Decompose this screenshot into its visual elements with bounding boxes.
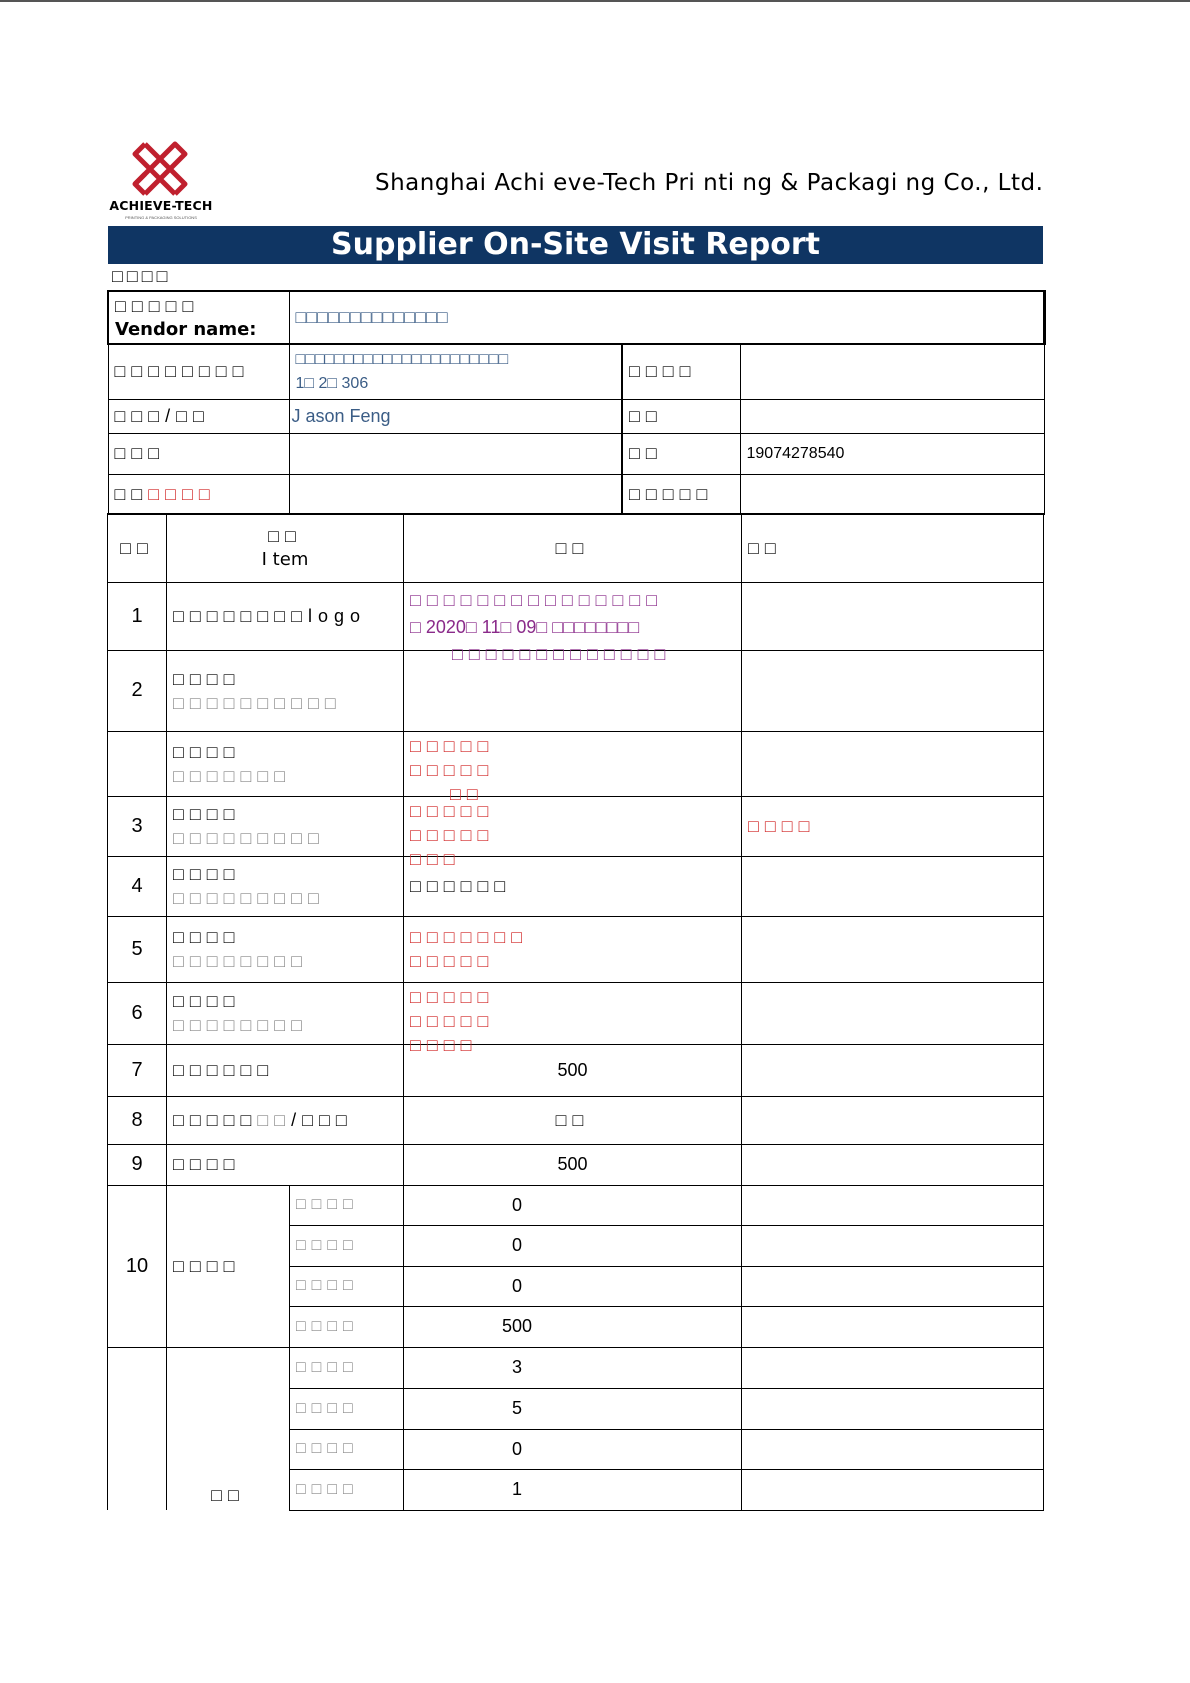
row-no: 2 bbox=[108, 650, 167, 731]
address-value-line1: □□□□□□□□□□□□□□□□□□□□□□ bbox=[295, 350, 509, 368]
row-result-line3: □□ bbox=[450, 783, 484, 804]
table-row bbox=[108, 916, 1044, 982]
row-item-line2: □□□□□□□□□ bbox=[173, 828, 325, 848]
info-value-r5b bbox=[740, 474, 1044, 514]
checklist-table bbox=[107, 513, 1044, 1511]
row-remark bbox=[742, 982, 1044, 1044]
group10-row bbox=[108, 1185, 1044, 1225]
group11-row bbox=[108, 1347, 1044, 1388]
info-value-r2 bbox=[740, 344, 1044, 399]
row-result-line2: □□□□□ bbox=[410, 824, 495, 845]
row-no: 8 bbox=[108, 1096, 167, 1144]
info-label-r5 bbox=[108, 474, 289, 514]
row-item bbox=[167, 856, 404, 916]
row-item-line2: □□□□□□□□ bbox=[173, 951, 308, 971]
row-result-line1: □□□□□ bbox=[410, 735, 495, 756]
checklist-header-row bbox=[108, 514, 1044, 582]
row-item bbox=[167, 796, 404, 856]
group11-sub-value: 0 bbox=[404, 1429, 742, 1469]
info-label-r5-black: □□ bbox=[114, 483, 149, 504]
row-no bbox=[108, 731, 167, 796]
contact-value: J ason Feng bbox=[289, 399, 622, 433]
row-item: □□□□ bbox=[167, 1144, 404, 1185]
info-row-phone bbox=[108, 433, 1044, 474]
header-remark: □□ bbox=[742, 514, 1044, 582]
row-item bbox=[167, 1096, 404, 1144]
vendor-label-cn: □□□□□ bbox=[115, 295, 200, 316]
row-result bbox=[404, 796, 742, 869]
logo-text: ACHIEVE-TECH bbox=[109, 198, 213, 213]
group11-sub-value: 5 bbox=[404, 1388, 742, 1429]
group11-sub-value: 3 bbox=[404, 1347, 742, 1388]
row-result-line1: □□□□□□□□□□□□□□□ bbox=[410, 589, 664, 610]
group11-no bbox=[108, 1347, 167, 1510]
row-result-line3: □□□ bbox=[410, 848, 461, 869]
group10-sub-value: 0 bbox=[404, 1266, 742, 1306]
group10-sub-value: 500 bbox=[404, 1306, 742, 1347]
info-row-vendor bbox=[108, 291, 1044, 344]
info-label-r4: □□□ bbox=[108, 433, 289, 474]
row-no: 3 bbox=[108, 796, 167, 856]
row-remark bbox=[742, 916, 1044, 982]
info-row-address bbox=[108, 344, 1044, 399]
row-result-line1: □□□□□□□ bbox=[410, 927, 529, 947]
logo-knot-icon bbox=[131, 140, 189, 194]
vendor-name-value: □□□□□□□□□□□□□□ bbox=[289, 291, 1044, 344]
row-result: 500 bbox=[404, 1044, 742, 1096]
header-result: □□ bbox=[404, 514, 742, 582]
row-result-line2: □□□□□ bbox=[410, 951, 495, 971]
row-item-line1: □□□□ bbox=[173, 668, 241, 689]
group10-sub-remark bbox=[742, 1266, 1044, 1306]
row-result-line1: □□□□□ bbox=[410, 800, 495, 821]
row-no: 1 bbox=[108, 582, 167, 650]
info-label-r3: □□ bbox=[622, 399, 740, 433]
row-item-part3: /□□□ bbox=[291, 1109, 353, 1130]
table-row bbox=[108, 856, 1044, 916]
row-item-line2: □□□□□□□ bbox=[173, 765, 292, 786]
table-row bbox=[108, 982, 1044, 1044]
address-value-cell bbox=[289, 344, 622, 399]
info-value-r4 bbox=[289, 433, 622, 474]
info-row-contact bbox=[108, 399, 1044, 433]
group11-sub-label: □□□□ bbox=[290, 1429, 404, 1469]
group11-label: □□ bbox=[167, 1347, 290, 1510]
group10-sub-label: □□□□ bbox=[290, 1185, 404, 1225]
company-name: Shanghai Achi eve-Tech Pri nti ng & Packagi ng Co., Ltd. bbox=[375, 170, 1044, 196]
info-label-r2: □□□□ bbox=[622, 344, 740, 399]
group11-sub-remark bbox=[742, 1469, 1044, 1510]
top-border-line bbox=[0, 0, 1190, 2]
group10-label: □□□□ bbox=[167, 1185, 290, 1347]
info-row-5 bbox=[108, 474, 1044, 514]
group10-no: 10 bbox=[108, 1185, 167, 1347]
row-item-line1: □□□□ bbox=[173, 864, 241, 884]
row-item-line1: □□□□ bbox=[173, 927, 241, 947]
row-remark bbox=[742, 1096, 1044, 1144]
row-remark bbox=[742, 582, 1044, 650]
row-remark bbox=[742, 650, 1044, 731]
row-no: 9 bbox=[108, 1144, 167, 1185]
row-result-line2: □□□□□ bbox=[410, 759, 495, 780]
table-row bbox=[108, 1144, 1044, 1185]
address-value-line2: 1□ 2□ 306 bbox=[295, 374, 369, 392]
info-value-r3 bbox=[740, 399, 1044, 433]
table-row bbox=[108, 1096, 1044, 1144]
group11-sub-value: 1 bbox=[404, 1469, 742, 1510]
row-result bbox=[404, 731, 742, 804]
phone-value: 19074278540 bbox=[740, 433, 1044, 474]
row-result: □□□□□□ bbox=[404, 856, 742, 916]
group11-sub-label: □□□□ bbox=[290, 1469, 404, 1510]
info-value-r5 bbox=[289, 474, 622, 514]
row-no: 5 bbox=[108, 916, 167, 982]
row-no: 7 bbox=[108, 1044, 167, 1096]
table-row bbox=[108, 1044, 1044, 1096]
row-remark bbox=[742, 1044, 1044, 1096]
contact-label: □□□/□□ bbox=[108, 399, 289, 433]
vendor-label-cell bbox=[108, 291, 289, 344]
group10-sub-remark bbox=[742, 1185, 1044, 1225]
row-no: 6 bbox=[108, 982, 167, 1044]
row-remark bbox=[742, 731, 1044, 796]
row-result: □□ bbox=[404, 1096, 742, 1144]
table-row bbox=[108, 731, 1044, 796]
row-item: □□□□□□□□logo bbox=[167, 582, 404, 650]
row-item-part2: □□ bbox=[257, 1109, 292, 1130]
row-item-line1: □□□□ bbox=[173, 741, 241, 762]
row-item-line2: □□□□□□□□□□ bbox=[173, 692, 342, 713]
row-no: 4 bbox=[108, 856, 167, 916]
section-label: □□□□ bbox=[112, 266, 172, 286]
row-item-part1: □□□□□ bbox=[173, 1109, 258, 1130]
row-result-line2: □ 2020□ 11□ 09□ □□□□□□□□ bbox=[410, 616, 640, 637]
row-item-line1: □□□□ bbox=[173, 991, 241, 1011]
row-result-line2: □□□□□ bbox=[410, 1010, 495, 1031]
company-logo bbox=[105, 140, 217, 226]
row-result-line3: □□□□ bbox=[410, 1034, 478, 1055]
report-title: Supplier On-Site Visit Report bbox=[108, 226, 1043, 264]
group10-sub-label: □□□□ bbox=[290, 1225, 404, 1266]
header-item-cn: □□ bbox=[268, 526, 302, 547]
vendor-info-table bbox=[107, 290, 1046, 515]
address-label: □□□□□□□□ bbox=[108, 344, 289, 399]
group10-sub-label: □□□□ bbox=[290, 1306, 404, 1347]
row-result: 500 bbox=[404, 1144, 742, 1185]
row-result bbox=[404, 916, 742, 982]
row-result bbox=[404, 582, 742, 664]
group10-sub-value: 0 bbox=[404, 1185, 742, 1225]
table-row bbox=[108, 796, 1044, 856]
row-item bbox=[167, 731, 404, 796]
header-item-en: I tem bbox=[261, 549, 309, 571]
row-result bbox=[404, 982, 742, 1055]
row-remark bbox=[742, 856, 1044, 916]
group11-sub-label: □□□□ bbox=[290, 1347, 404, 1388]
row-item bbox=[167, 650, 404, 731]
group10-sub-remark bbox=[742, 1306, 1044, 1347]
group11-sub-remark bbox=[742, 1347, 1044, 1388]
row-result-line1: □□□□□ bbox=[410, 986, 495, 1007]
header-no: □□ bbox=[108, 514, 167, 582]
vendor-label-en: Vendor name: bbox=[115, 318, 257, 340]
table-row bbox=[108, 582, 1044, 650]
row-item bbox=[167, 916, 404, 982]
group11-sub-label: □□□□ bbox=[290, 1388, 404, 1429]
row-remark bbox=[742, 1144, 1044, 1185]
group10-sub-value: 0 bbox=[404, 1225, 742, 1266]
group11-sub-remark bbox=[742, 1429, 1044, 1469]
phone-label: □□ bbox=[622, 433, 740, 474]
row-result-line3: □□□□□□□□□□□□□ bbox=[452, 643, 672, 664]
group10-sub-remark bbox=[742, 1225, 1044, 1266]
row-item bbox=[167, 982, 404, 1044]
row-item-line1: □□□□ bbox=[173, 804, 241, 824]
group11-sub-remark bbox=[742, 1388, 1044, 1429]
row-item-line2: □□□□□□□□ bbox=[173, 1015, 308, 1035]
row-item: □□□□□□ bbox=[167, 1044, 404, 1096]
info-label-r5-red: □□□□ bbox=[148, 483, 216, 504]
row-item-line2: □□□□□□□□□ bbox=[173, 888, 325, 908]
group10-sub-label: □□□□ bbox=[290, 1266, 404, 1306]
info-label-r5b: □□□□□ bbox=[622, 474, 740, 514]
header-item-cell bbox=[167, 514, 404, 582]
row-remark: □□□□ bbox=[742, 796, 1044, 856]
logo-subtext: PRINTING & PACKAGING SOLUTIONS bbox=[125, 215, 197, 220]
